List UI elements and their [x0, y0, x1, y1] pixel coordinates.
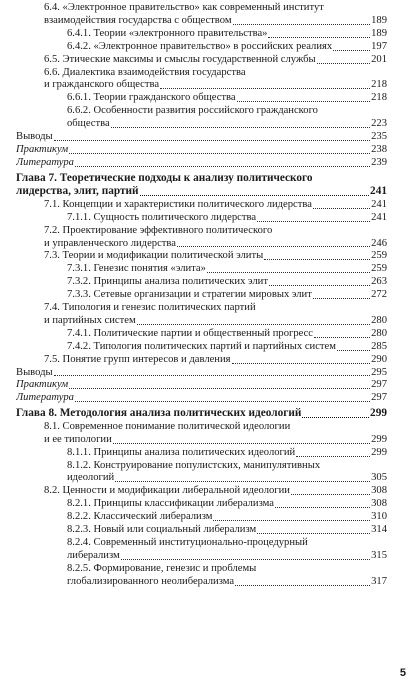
toc-entry-text: и управленческого лидерства	[44, 237, 176, 249]
toc-entry-text: 7.3.1. Генезис понятия «элита»	[67, 263, 206, 275]
toc-page-number: 218	[371, 79, 387, 91]
toc-entry	[16, 379, 387, 392]
toc-page-number: 235	[371, 131, 387, 143]
dot-leader	[333, 50, 370, 51]
dot-leader	[268, 37, 370, 38]
toc-entry-text: Выводы	[16, 131, 53, 143]
toc-page-number: 218	[371, 92, 387, 104]
toc-entry-text: 7.1. Концепции и характеристики политического лидерства	[44, 198, 312, 210]
toc-entry	[16, 67, 387, 93]
toc-entry-text: 6.4.2. «Электронное правительство» в российских реалиях	[67, 40, 333, 52]
toc-page-number: 246	[371, 237, 387, 249]
toc-entry-text: 8.2. Ценности и модификации либеральной идеологии	[44, 485, 290, 497]
toc-entry	[16, 328, 387, 341]
dot-leader	[257, 221, 370, 222]
dot-leader	[237, 101, 371, 102]
toc-page-number: 239	[371, 156, 387, 168]
dot-leader	[140, 195, 369, 196]
toc-page-number: 272	[371, 289, 387, 301]
toc-entry-text: Литература	[16, 392, 74, 404]
dot-leader	[314, 337, 370, 338]
toc-entry	[16, 392, 387, 405]
toc-page-number: 317	[371, 575, 387, 587]
toc-entry-text: 7.3.2. Принципы анализа политических элит	[67, 276, 268, 288]
toc-entry-text: 6.5. Этические максимы и смыслы государственной службы	[44, 53, 316, 65]
dot-leader	[233, 24, 371, 25]
table-of-contents	[16, 2, 387, 589]
dot-leader	[337, 350, 370, 351]
toc-entry	[16, 367, 387, 380]
dot-leader	[137, 324, 370, 325]
toc-entry-text: 7.2. Проектирование эффективного политического	[44, 224, 273, 236]
toc-entry-text: 7.1.1. Сущность политического лидерства	[67, 211, 257, 223]
dot-leader	[302, 417, 369, 418]
toc-entry-text: 7.4.1. Политические партии и общественный прогресс	[67, 327, 314, 339]
toc-page-number: 241	[371, 211, 387, 223]
dot-leader	[269, 285, 370, 286]
toc-entry	[16, 524, 387, 537]
toc-entry-text: 7.5. Понятие групп интересов и давления	[44, 353, 231, 365]
toc-page-number: 310	[371, 511, 387, 523]
toc-entry	[16, 537, 387, 563]
dot-leader	[75, 401, 370, 402]
dot-leader	[235, 585, 370, 586]
toc-entry-text: 6.6.2. Особенности развития российского гражданского	[67, 105, 318, 117]
toc-entry-text: 8.2.5. Формирование, генезис и проблемы	[67, 562, 257, 574]
toc-entry	[16, 212, 387, 225]
toc-entry-text: глобализированного неолиберализма	[67, 575, 235, 587]
toc-entry-text: либерализм	[67, 549, 120, 561]
dot-leader	[275, 507, 370, 508]
toc-entry	[16, 28, 387, 41]
toc-entry	[16, 563, 387, 589]
toc-page-number: 259	[371, 250, 387, 262]
toc-page-number: 223	[371, 118, 387, 130]
toc-entry-text: 6.4. «Электронное правительство» как современный институт	[44, 2, 324, 13]
toc-entry-text: Практикум	[16, 379, 69, 391]
toc-entry-text: 8.1. Современное понимание политической идеологии	[44, 420, 291, 432]
toc-entry	[16, 105, 387, 131]
toc-page-number: 299	[371, 446, 387, 458]
toc-page-number: 297	[371, 379, 387, 391]
toc-entry	[16, 92, 387, 105]
toc-page-number: 189	[371, 14, 387, 26]
toc-chapter-heading	[16, 407, 387, 421]
toc-entry	[16, 54, 387, 67]
toc-entry-text: Литература	[16, 156, 74, 168]
dot-leader	[160, 88, 370, 89]
toc-entry-text: 8.2.3. Новый или социальный либерализм	[67, 524, 257, 536]
toc-page-number: 285	[371, 340, 387, 352]
toc-entry	[16, 225, 387, 251]
dot-leader	[317, 63, 370, 64]
toc-page-number: 238	[371, 143, 387, 155]
toc-entry-text: идеологий	[67, 472, 115, 484]
toc-page-number: 259	[371, 263, 387, 275]
dot-leader	[54, 375, 370, 376]
toc-page-number: 201	[371, 53, 387, 65]
toc-entry-text: 8.2.1. Принципы классификации либерализма	[67, 498, 274, 510]
toc-page-number: 197	[371, 40, 387, 52]
toc-entry-text: 7.4.2. Типология политических партий и партийных систем	[67, 340, 336, 352]
toc-entry	[16, 2, 387, 28]
toc-page-number: 280	[371, 314, 387, 326]
toc-page-number: 315	[371, 549, 387, 561]
toc-entry-text: 6.6. Диалектика взаимодействия государства	[44, 66, 246, 78]
toc-entry	[16, 144, 387, 157]
dot-leader	[291, 494, 370, 495]
toc-entry	[16, 460, 387, 486]
toc-page-number: 241	[371, 198, 387, 210]
toc-page-number: 295	[371, 366, 387, 378]
toc-entry-text: 6.6.1. Теории гражданского общества	[67, 92, 236, 104]
dot-leader	[113, 443, 370, 444]
toc-page-number: 308	[371, 485, 387, 497]
toc-entry-text: Практикум	[16, 143, 69, 155]
dot-leader	[296, 456, 370, 457]
toc-entry	[16, 354, 387, 367]
dot-leader	[69, 153, 370, 154]
toc-entry	[16, 511, 387, 524]
toc-page-number: 290	[371, 353, 387, 365]
toc-page-number: 280	[371, 327, 387, 339]
toc-entry	[16, 447, 387, 460]
dot-leader	[213, 520, 370, 521]
toc-entry	[16, 263, 387, 276]
toc-entry-text: и гражданского общества	[44, 79, 160, 91]
toc-entry	[16, 421, 387, 447]
toc-entry-text: 8.2.2. Классический либерализм	[67, 511, 213, 523]
toc-entry-text: общества	[67, 118, 110, 130]
toc-page-number: 314	[371, 524, 387, 536]
toc-entry	[16, 131, 387, 144]
toc-page-number: 189	[371, 27, 387, 39]
toc-page-number: 299	[371, 433, 387, 445]
toc-entry-text: и ее типологии	[44, 433, 112, 445]
page-number: 5	[399, 667, 406, 679]
toc-page-number: 263	[371, 276, 387, 288]
toc-entry-text: Глава 8. Методология анализа политических идеологий	[16, 407, 302, 420]
dot-leader	[177, 246, 370, 247]
toc-entry-text: 7.3.3. Сетевые организации и стратегии мировых элит	[67, 289, 312, 301]
toc-entry-text: 8.2.4. Современный институционально-процедурный	[67, 536, 308, 548]
toc-entry-text: и партийных систем	[44, 314, 136, 326]
dot-leader	[313, 298, 370, 299]
toc-entry	[16, 157, 387, 170]
toc-page-number: 241	[370, 185, 387, 198]
dot-leader	[69, 388, 370, 389]
toc-entry-text: 6.4.1. Теории «электронного правительства»	[67, 27, 268, 39]
toc-entry-text: лидерства, элит, партий	[16, 185, 139, 198]
toc-entry-text: Глава 7. Теоретические подходы к анализу политического	[16, 171, 313, 184]
dot-leader	[75, 166, 370, 167]
toc-entry	[16, 498, 387, 511]
toc-entry	[16, 289, 387, 302]
toc-entry	[16, 199, 387, 212]
toc-entry	[16, 276, 387, 289]
toc-entry	[16, 341, 387, 354]
toc-entry-text: 7.3. Теории и модификации политической элиты	[44, 250, 264, 262]
toc-entry-text: 7.4. Типология и генезис политических партий	[44, 302, 256, 314]
dot-leader	[121, 559, 370, 560]
toc-entry	[16, 250, 387, 263]
dot-leader	[313, 208, 370, 209]
dot-leader	[207, 272, 370, 273]
toc-entry-text: 8.1.1. Принципы анализа политических идеологий	[67, 446, 296, 458]
dot-leader	[232, 363, 371, 364]
toc-entry-text: Выводы	[16, 366, 53, 378]
dot-leader	[54, 140, 370, 141]
toc-page-number: 305	[371, 472, 387, 484]
dot-leader	[264, 259, 370, 260]
toc-page-number: 297	[371, 392, 387, 404]
dot-leader	[115, 481, 370, 482]
toc-entry	[16, 485, 387, 498]
toc-entry-text: 8.1.2. Конструирование популистских, манипулятивных	[67, 459, 321, 471]
toc-page-number: 308	[371, 498, 387, 510]
toc-entry	[16, 41, 387, 54]
toc-page-number: 299	[370, 407, 387, 420]
dot-leader	[257, 533, 370, 534]
toc-entry-text: взаимодействия государства с обществом	[44, 14, 232, 26]
dot-leader	[111, 127, 370, 128]
toc-entry	[16, 302, 387, 328]
toc-chapter-heading	[16, 172, 387, 199]
